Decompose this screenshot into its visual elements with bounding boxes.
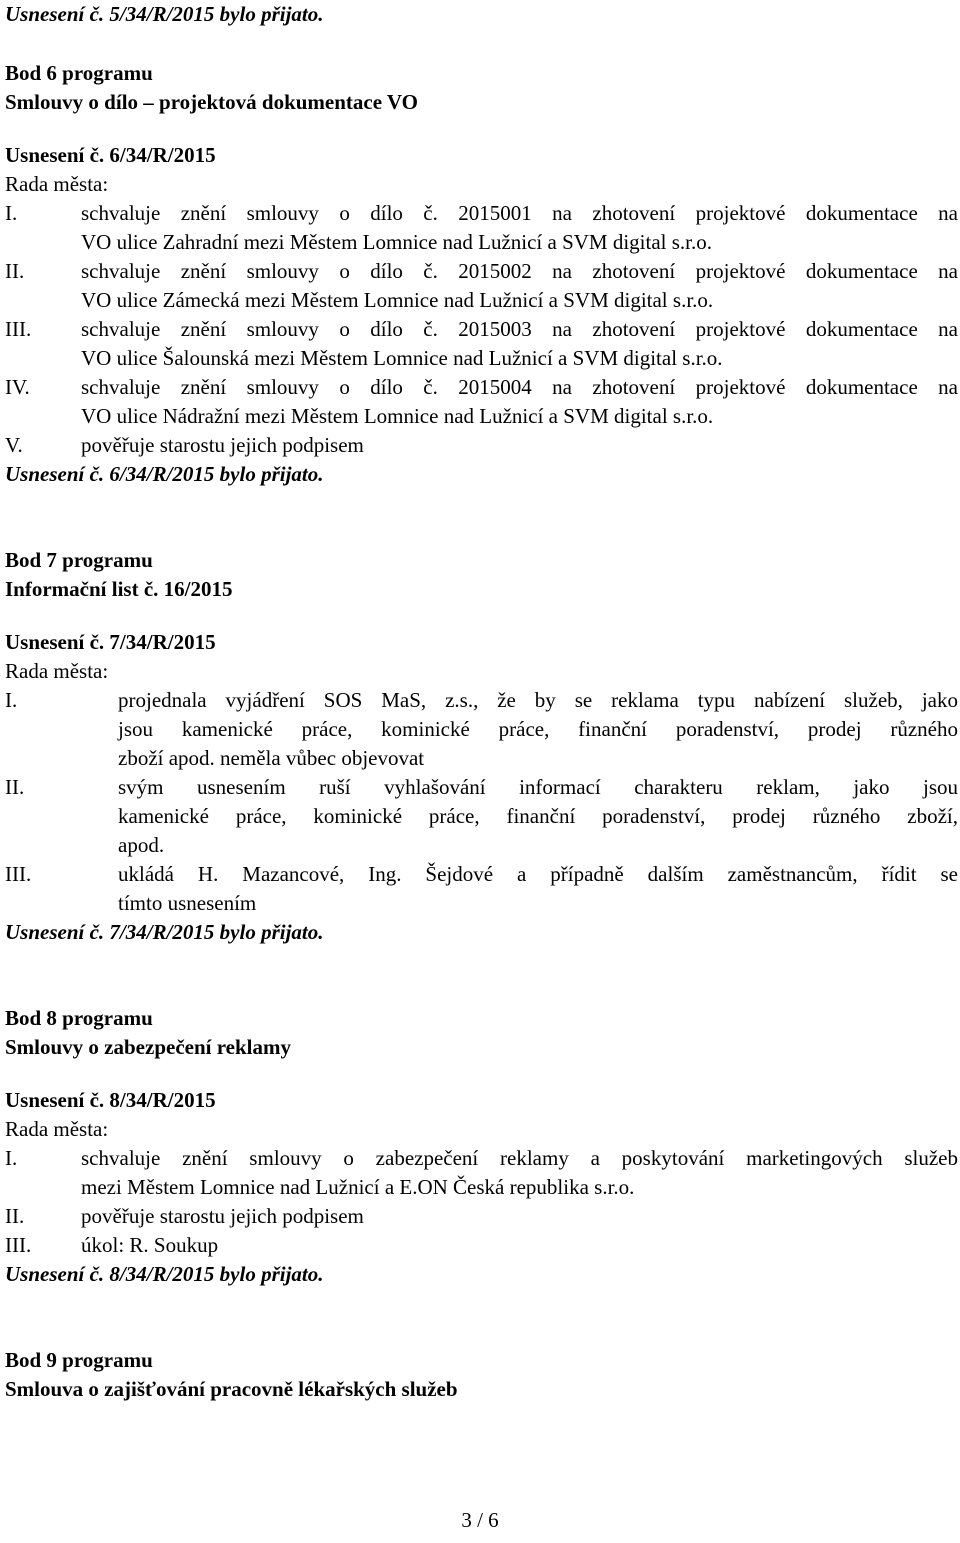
bod7-accepted: Usnesení č. 7/34/R/2015 bylo přijato. [5, 920, 324, 944]
item-text: pověřuje starostu jejich podpisem [81, 1204, 364, 1228]
bod8-accepted: Usnesení č. 8/34/R/2015 bylo přijato. [5, 1262, 324, 1286]
bod9-heading: Bod 9 programu [5, 1348, 153, 1372]
bod7-council: Rada města: [5, 659, 109, 683]
bod6-resolution: Usnesení č. 6/34/R/2015 [5, 143, 216, 167]
bod6-item-2 [5, 257, 958, 315]
item-text: VO ulice Zahradní mezi Městem Lomnice nad Lužnicí a SVM digital s.r.o. [81, 230, 713, 254]
bod8-heading: Bod 8 programu [5, 1006, 153, 1030]
bod6-subject: Smlouvy o dílo – projektová dokumentace VO [5, 90, 419, 114]
bod6-heading: Bod 6 programu [5, 61, 153, 85]
item-text: projednala vyjádření SOS MaS, z.s., že by se reklama typu nabízení služeb, jako [118, 688, 958, 712]
bod8-item-2 [5, 1202, 958, 1231]
item-text: schvaluje znění smlouvy o dílo č. 2015001 na zhotovení projektové dokumentace na [81, 201, 958, 225]
item-number: III. [5, 317, 32, 341]
bod8-council: Rada města: [5, 1117, 109, 1141]
item-text: ukládá H. Mazancové, Ing. Šejdové a případně dalším zaměstnancům, řídit se [118, 862, 958, 886]
item-text: apod. [118, 833, 165, 857]
bod6-accepted: Usnesení č. 6/34/R/2015 bylo přijato. [5, 462, 324, 486]
bod9-subject: Smlouva o zajišťování pracovně lékařských služeb [5, 1377, 458, 1401]
bod6-item-5 [5, 431, 958, 460]
bod7-item-3 [5, 860, 958, 918]
item-number: V. [5, 433, 23, 457]
item-number: I. [5, 1146, 18, 1170]
bod6-item-4 [5, 373, 958, 431]
bod7-heading: Bod 7 programu [5, 548, 153, 572]
item-text: jsou kamenické práce, kominické práce, finanční poradenství, prodej různého [118, 717, 958, 741]
item-text: mezi Městem Lomnice nad Lužnicí a E.ON Česká republika s.r.o. [81, 1175, 635, 1199]
page-number: 3 / 6 [461, 1508, 499, 1532]
item-text: schvaluje znění smlouvy o zabezpečení reklamy a poskytování marketingových služeb [81, 1146, 958, 1170]
item-number: III. [5, 1233, 32, 1257]
item-number: II. [5, 259, 25, 283]
item-text: schvaluje znění smlouvy o dílo č. 2015003 na zhotovení projektové dokumentace na [81, 317, 958, 341]
item-number: II. [5, 1204, 25, 1228]
bod6-item-3 [5, 315, 958, 373]
item-text: pověřuje starostu jejich podpisem [81, 433, 364, 457]
bod7-resolution: Usnesení č. 7/34/R/2015 [5, 630, 216, 654]
resolution-accepted-5: Usnesení č. 5/34/R/2015 bylo přijato. [5, 2, 324, 26]
item-text: schvaluje znění smlouvy o dílo č. 2015004 na zhotovení projektové dokumentace na [81, 375, 958, 399]
item-text: tímto usnesením [118, 891, 257, 915]
bod8-item-3 [5, 1231, 958, 1260]
document-page [5, 0, 958, 1404]
item-number: IV. [5, 375, 30, 399]
item-text: kamenické práce, kominické práce, finanční poradenství, prodej různého zboží, [118, 804, 958, 828]
bod7-item-2 [5, 773, 958, 860]
item-text: schvaluje znění smlouvy o dílo č. 2015002 na zhotovení projektové dokumentace na [81, 259, 958, 283]
bod8-subject: Smlouvy o zabezpečení reklamy [5, 1035, 292, 1059]
item-number: I. [5, 201, 18, 225]
bod6-item-1 [5, 199, 958, 257]
bod7-item-1 [5, 686, 958, 773]
item-number: II. [5, 775, 25, 799]
bod7-subject: Informační list č. 16/2015 [5, 577, 233, 601]
item-text: VO ulice Šalounská mezi Městem Lomnice nad Lužnicí a SVM digital s.r.o. [81, 346, 723, 370]
item-number: III. [5, 862, 32, 886]
item-text: VO ulice Nádražní mezi Městem Lomnice nad Lužnicí a SVM digital s.r.o. [81, 404, 714, 428]
bod6-council: Rada města: [5, 172, 109, 196]
item-text: svým usnesením ruší vyhlašování informací charakteru reklam, jako jsou [118, 775, 958, 799]
bod8-resolution: Usnesení č. 8/34/R/2015 [5, 1088, 216, 1112]
item-text: úkol: R. Soukup [81, 1233, 219, 1257]
item-text: VO ulice Zámecká mezi Městem Lomnice nad Lužnicí a SVM digital s.r.o. [81, 288, 714, 312]
item-number: I. [5, 688, 18, 712]
bod8-item-1 [5, 1144, 958, 1202]
item-text: zboží apod. neměla vůbec objevovat [118, 746, 425, 770]
